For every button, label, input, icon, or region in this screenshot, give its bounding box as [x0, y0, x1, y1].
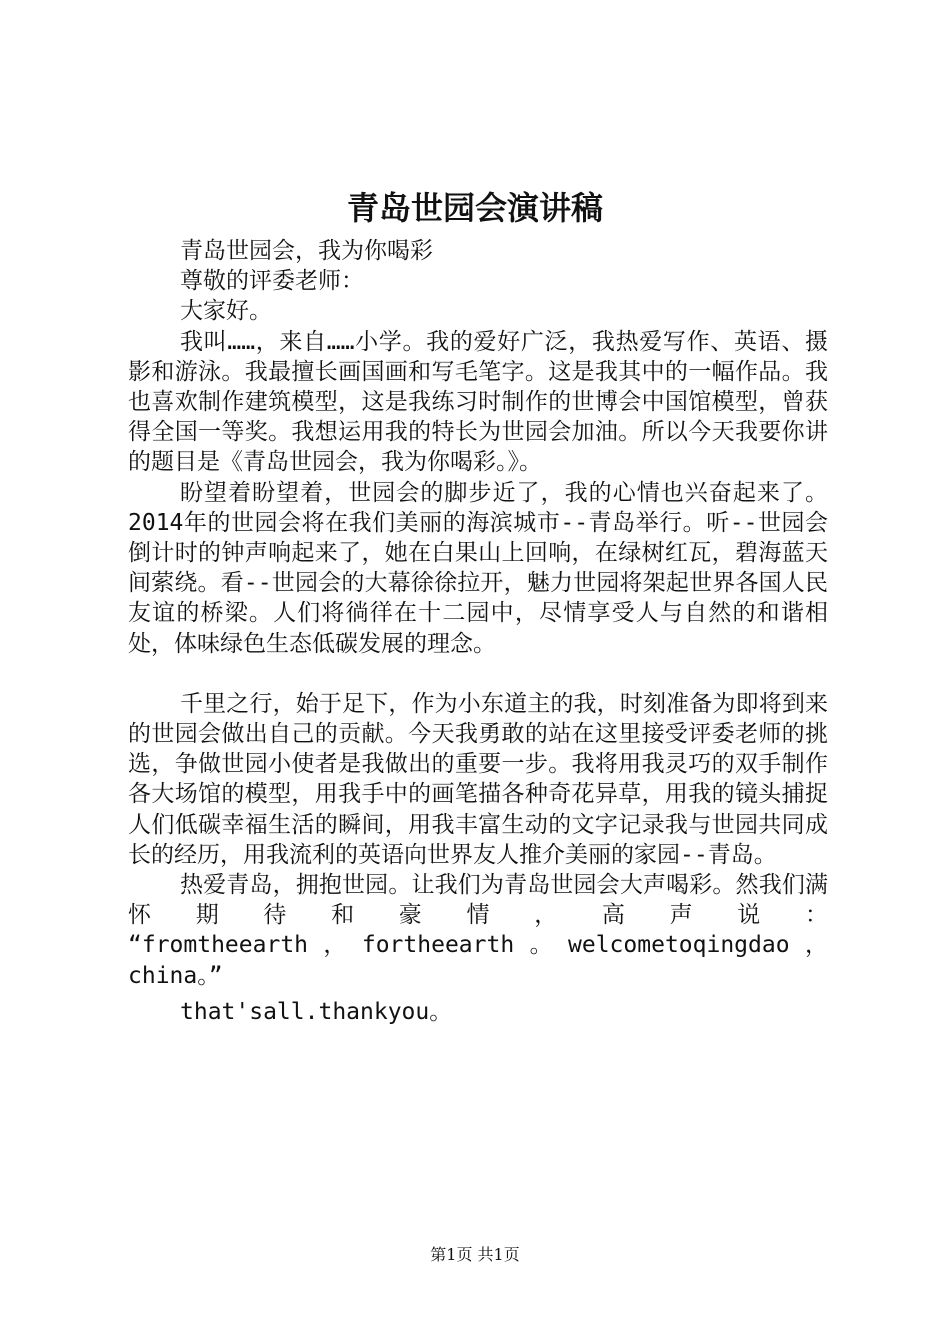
paragraph-introduction: 我叫……，来自……小学。我的爱好广泛，我热爱写作、英语、摄影和游泳。我最擅长画国画和写毛笔字。这是我其中的一幅作品。我也喜欢制作建筑模型，这是我练习时制作的世博会中国馆模型，曾获得全国一等奖。我想运用我的特长为世园会加油。所以今天我要你讲的题目是《青岛世园会，我为你喝彩。》。 [128, 328, 828, 476]
page-footer: 第1页 共1页 [430, 1245, 520, 1264]
paragraph-expo-anticipation: 盼望着盼望着，世园会的脚步近了，我的心情也兴奋起来了。2014年的世园会将在我们美丽的海滨城市--青岛举行。听--世园会倒计时的钟声响起来了，她在白果山上回响，在绿树红瓦，碧海蓝天间萦绕。看--世园会的大幕徐徐拉开，魅力世园将架起世界各国人民友谊的桥梁。人们将徜徉在十二园中，尽情享受人与自然的和谐相处，体味绿色生态低碳发展的理念。 [128, 479, 828, 657]
paragraph-cheer: 热爱青岛，拥抱世园。让我们为青岛世园会大声喝彩。然我们满怀期待和豪情，高声说： [128, 872, 828, 929]
paragraph-closing: that'sall.thankyou。 [180, 998, 453, 1025]
speech-heading: 青岛世园会，我为你喝彩 [180, 238, 433, 264]
greeting: 大家好。 [180, 298, 272, 325]
document-body [128, 236, 828, 1027]
paragraph-contribution: 千里之行，始于足下，作为小东道主的我，时刻准备为即将到来的世园会做出自己的贡献。今天我勇敢的站在这里接受评委老师的挑选，争做世园小使者是我做出的重要一步。我将用我灵巧的双手制作各大场馆的模型，用我手中的画笔描各种奇花异草，用我的镜头捕捉人们低碳幸福生活的瞬间，用我丰富生动的文字记录我与世园共同成长的经历，用我流利的英语向世界友人推介美丽的家园--青岛。 [128, 690, 828, 868]
document-title: 青岛世园会演讲稿 [346, 189, 603, 227]
paragraph-quote: “fromtheearth，fortheearth。welcometoqingdao，china。” [128, 932, 828, 989]
salutation: 尊敬的评委老师： [180, 268, 364, 295]
